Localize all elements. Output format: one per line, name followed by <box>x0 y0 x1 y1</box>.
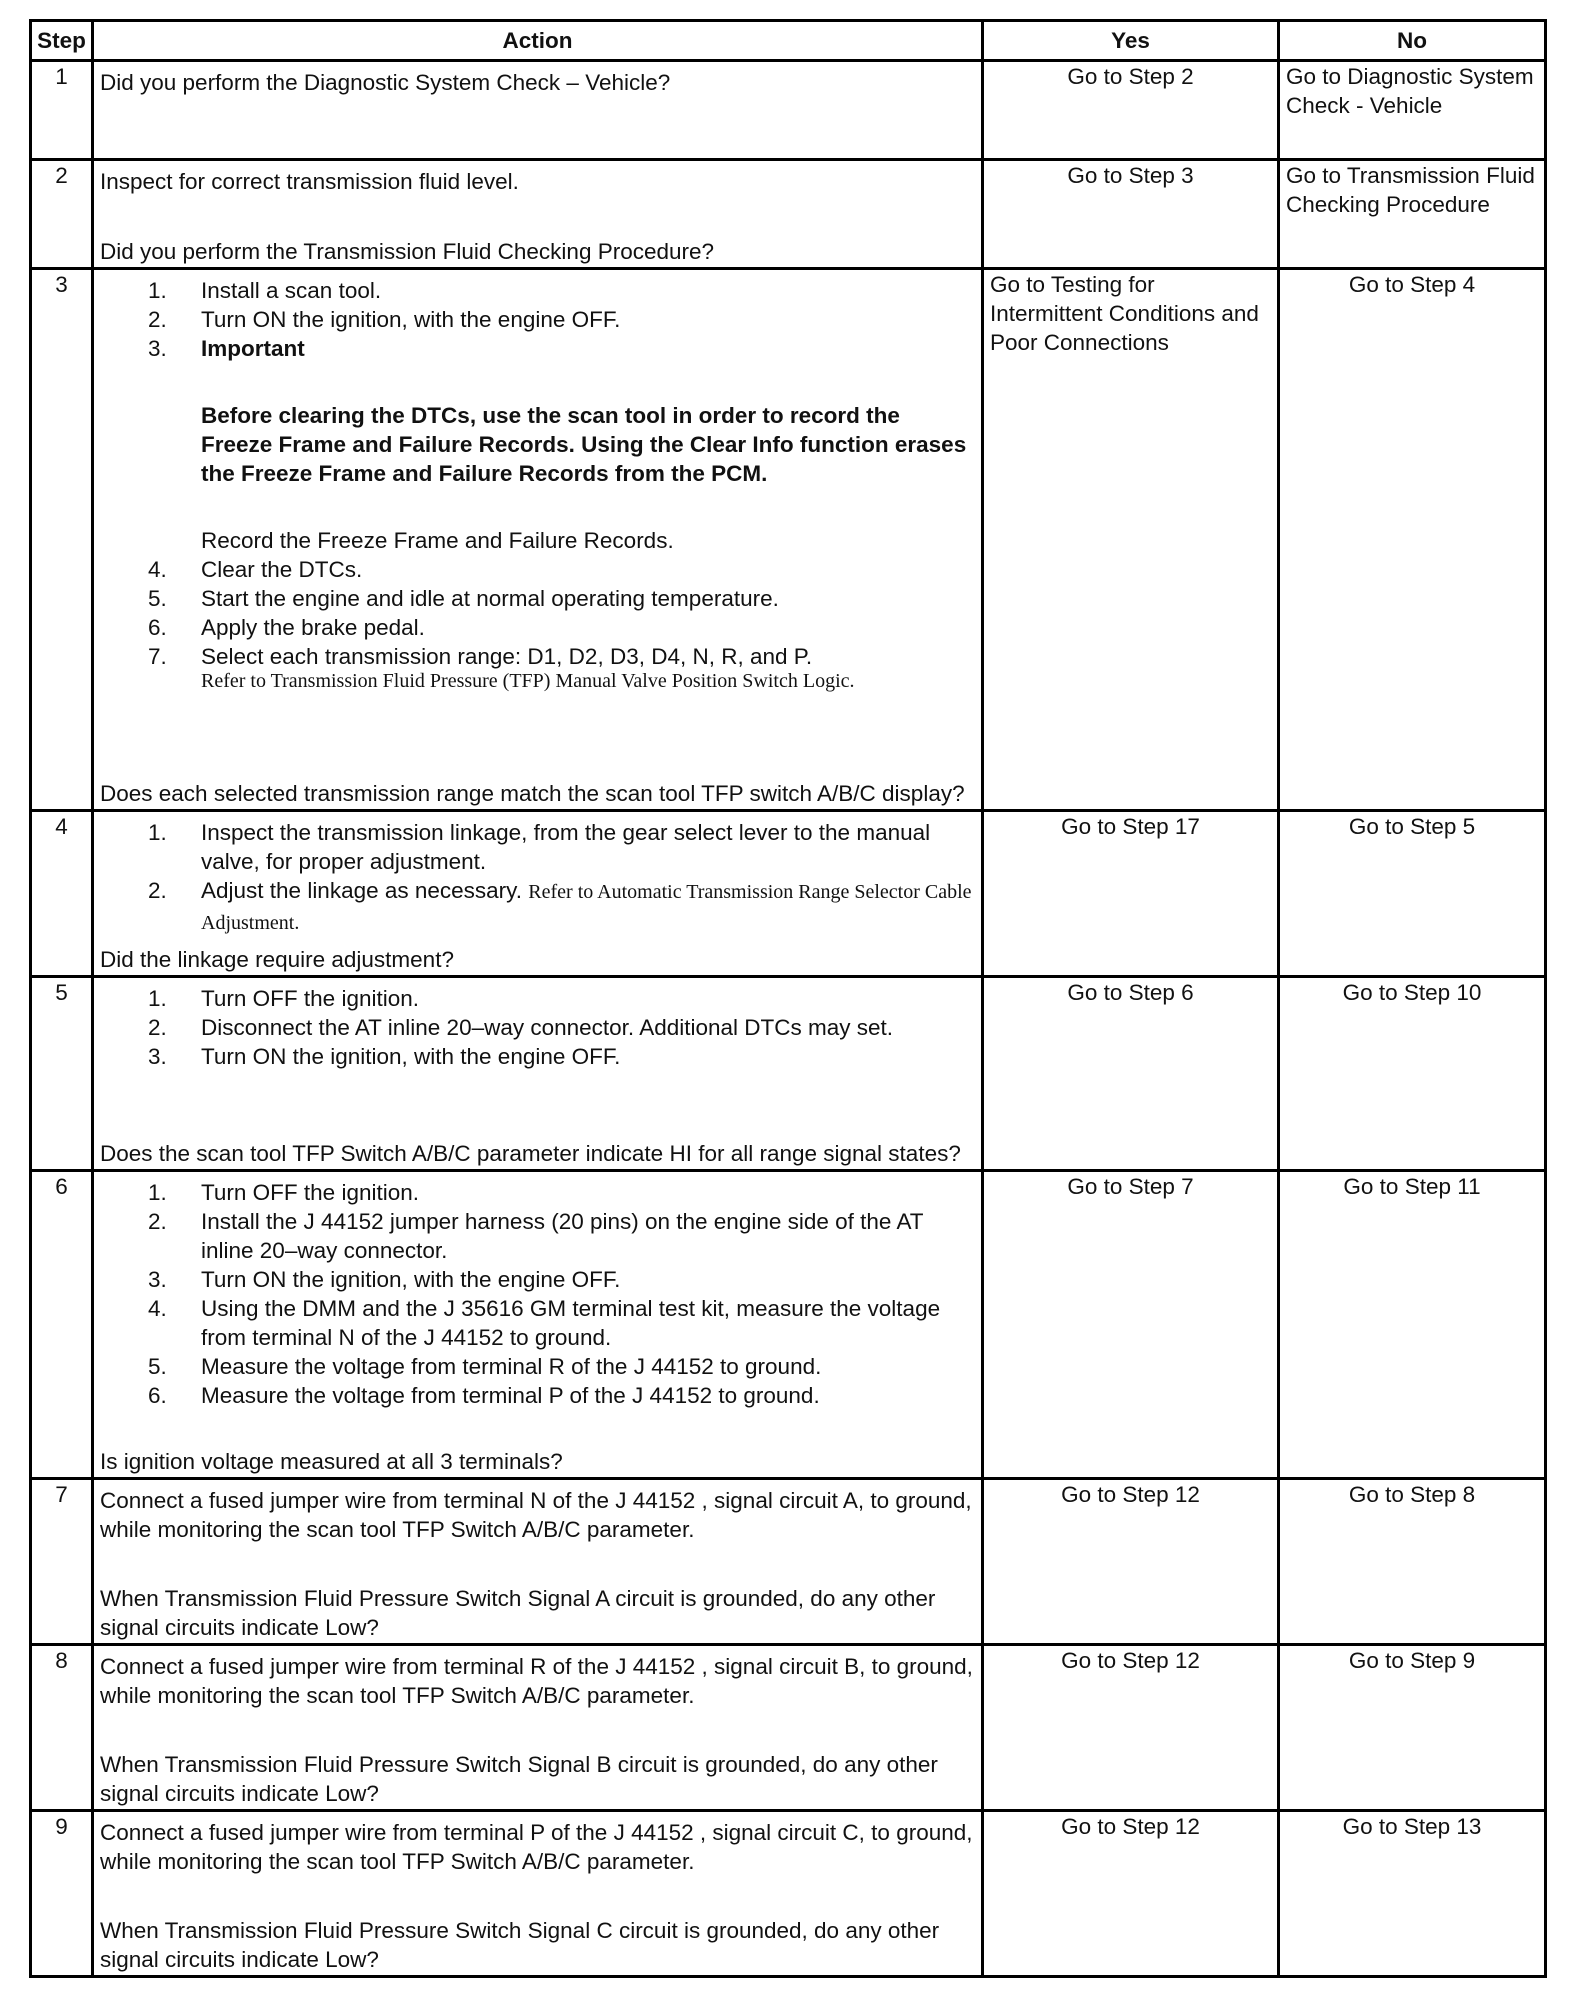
action-question: Did you perform the Transmission Fluid Checking Procedure? <box>100 239 715 264</box>
table-row-step-4 <box>31 811 1546 977</box>
header-step: Step <box>31 21 93 61</box>
action-cell <box>93 977 983 1171</box>
action-intro: Connect a fused jumper wire from terminal P of the J 44152 , signal circuit C, to ground, while monitoring the scan tool TFP Switch A/B/C parameter. <box>100 1820 973 1874</box>
action-cell <box>93 269 983 811</box>
action-cell <box>93 160 983 269</box>
action-question: Is ignition voltage measured at all 3 terminals? <box>100 1449 563 1474</box>
step-number: 5 <box>31 977 93 1171</box>
action-intro: Inspect for correct transmission fluid level. <box>100 169 519 194</box>
no-outcome: Go to Step 11 <box>1279 1171 1546 1479</box>
step-list <box>100 276 975 363</box>
step-number: 4 <box>31 811 93 977</box>
table-row-step-7 <box>31 1479 1546 1645</box>
list-item: 5. Start the engine and idle at normal operating temperature. <box>148 586 779 611</box>
header-action: Action <box>93 21 983 61</box>
table-row-step-3 <box>31 269 1546 811</box>
step-number: 1 <box>31 61 93 160</box>
list-item: 1. Turn OFF the ignition. <box>148 1180 420 1205</box>
table-row-step-1 <box>31 61 1546 160</box>
list-item: 1. Inspect the transmission linkage, from the gear select lever to the manual valve, for proper adjustment. <box>148 820 931 874</box>
list-item: 3. Important <box>148 336 305 361</box>
no-outcome: Go to Step 8 <box>1279 1479 1546 1645</box>
yes-outcome: Go to Step 6 <box>983 977 1279 1171</box>
step-number: 8 <box>31 1645 93 1811</box>
no-outcome: Go to Step 4 <box>1279 269 1546 811</box>
yes-outcome: Go to Step 7 <box>983 1171 1279 1479</box>
diagnostic-steps-table <box>29 19 1547 1978</box>
yes-outcome: Go to Step 3 <box>983 160 1279 269</box>
table-row-step-9 <box>31 1811 1546 1977</box>
table-header-row <box>31 21 1546 61</box>
list-item: 4. Using the DMM and the J 35616 GM terminal test kit, measure the voltage from terminal N of the J 44152 to ground. <box>148 1296 941 1350</box>
action-intro: Connect a fused jumper wire from terminal R of the J 44152 , signal circuit B, to ground, while monitoring the scan tool TFP Switch A/B/C parameter. <box>100 1654 973 1708</box>
step-number: 7 <box>31 1479 93 1645</box>
yes-outcome: Go to Testing for Intermittent Conditions and Poor Connections <box>983 269 1279 811</box>
action-question: When Transmission Fluid Pressure Switch Signal C circuit is grounded, do any other signal circuits indicate Low? <box>100 1918 940 1972</box>
action-question: Does each selected transmission range match the scan tool TFP switch A/B/C display? <box>100 781 965 806</box>
step-number: 9 <box>31 1811 93 1977</box>
yes-outcome: Go to Step 12 <box>983 1645 1279 1811</box>
reference-link[interactable]: Refer to Transmission Fluid Pressure (TFP) Manual Valve Position Switch Logic. <box>201 670 855 692</box>
reference-link[interactable]: Refer to Automatic Transmission Range Selector Cable Adjustment. <box>201 881 972 934</box>
no-outcome: Go to Step 13 <box>1279 1811 1546 1977</box>
step-list <box>100 984 975 1071</box>
important-note: Before clearing the DTCs, use the scan tool in order to record the Freeze Frame and Failure Records. Using the Clear Info function erases the Freeze Frame and Failure Records from the PCM. <box>201 403 967 486</box>
step-list <box>100 1178 975 1410</box>
step-list-continued <box>100 555 975 671</box>
diagnostic-table-page <box>29 19 1544 1978</box>
header-yes: Yes <box>983 21 1279 61</box>
list-item: 2. Turn ON the ignition, with the engine OFF. <box>148 307 621 332</box>
step-number: 3 <box>31 269 93 811</box>
list-item: 4. Clear the DTCs. <box>148 557 363 582</box>
action-cell <box>93 811 983 977</box>
table-row-step-2 <box>31 160 1546 269</box>
list-item: 6. Measure the voltage from terminal P of the J 44152 to ground. <box>148 1383 820 1408</box>
list-item: 2. Adjust the linkage as necessary. Refer to Automatic Transmission Range Selector Cable Adjustment. <box>148 878 972 934</box>
list-item: 3. Turn ON the ignition, with the engine OFF. <box>148 1267 621 1292</box>
list-item: 2. Install the J 44152 jumper harness (20 pins) on the engine side of the AT inline 20–way connector. <box>148 1209 924 1263</box>
action-cell <box>93 1645 983 1811</box>
list-item: 1. Turn OFF the ignition. <box>148 986 420 1011</box>
yes-outcome: Go to Step 2 <box>983 61 1279 160</box>
action-cell <box>93 61 983 160</box>
yes-outcome: Go to Step 12 <box>983 1811 1279 1977</box>
table-row-step-6 <box>31 1171 1546 1479</box>
table-row-step-5 <box>31 977 1546 1171</box>
step-number: 6 <box>31 1171 93 1479</box>
list-item: 6. Apply the brake pedal. <box>148 615 425 640</box>
action-intro: Connect a fused jumper wire from terminal N of the J 44152 , signal circuit A, to ground, while monitoring the scan tool TFP Switch A/B/C parameter. <box>100 1488 972 1542</box>
action-question: Did you perform the Diagnostic System Check – Vehicle? <box>100 70 671 95</box>
yes-outcome: Go to Step 17 <box>983 811 1279 977</box>
header-no: No <box>1279 21 1546 61</box>
action-question: When Transmission Fluid Pressure Switch Signal A circuit is grounded, do any other signal circuits indicate Low? <box>100 1586 936 1640</box>
action-question: Does the scan tool TFP Switch A/B/C parameter indicate HI for all range signal states? <box>100 1141 961 1166</box>
no-outcome: Go to Diagnostic System Check - Vehicle <box>1279 61 1546 160</box>
action-question: Did the linkage require adjustment? <box>100 947 454 972</box>
list-item: 2. Disconnect the AT inline 20–way connector. Additional DTCs may set. <box>148 1015 894 1040</box>
list-item: 3. Turn ON the ignition, with the engine OFF. <box>148 1044 621 1069</box>
no-outcome: Go to Step 10 <box>1279 977 1546 1171</box>
list-item: 5. Measure the voltage from terminal R of the J 44152 to ground. <box>148 1354 822 1379</box>
yes-outcome: Go to Step 12 <box>983 1479 1279 1645</box>
step-number: 2 <box>31 160 93 269</box>
list-item: 1. Install a scan tool. <box>148 278 382 303</box>
no-outcome: Go to Transmission Fluid Checking Procedure <box>1279 160 1546 269</box>
action-cell <box>93 1811 983 1977</box>
important-label: Important <box>201 336 305 361</box>
list-item: 7. Select each transmission range: D1, D2, D3, D4, N, R, and P. <box>148 644 813 669</box>
action-cell <box>93 1171 983 1479</box>
no-outcome: Go to Step 9 <box>1279 1645 1546 1811</box>
action-question: When Transmission Fluid Pressure Switch Signal B circuit is grounded, do any other signal circuits indicate Low? <box>100 1752 938 1806</box>
table-row-step-8 <box>31 1645 1546 1811</box>
action-cell <box>93 1479 983 1645</box>
record-instruction: Record the Freeze Frame and Failure Records. <box>201 528 674 553</box>
no-outcome: Go to Step 5 <box>1279 811 1546 977</box>
step-list <box>100 818 975 938</box>
